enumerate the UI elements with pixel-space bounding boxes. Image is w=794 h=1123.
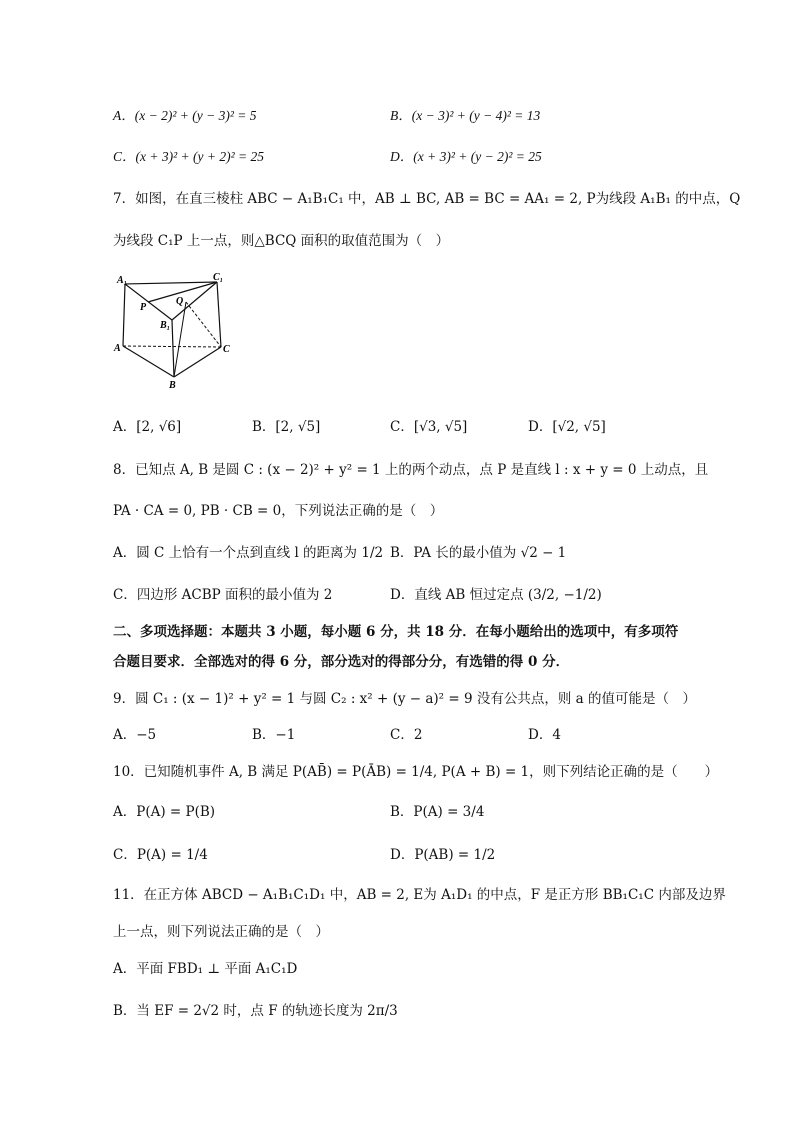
q8-option-b: B．PA 长的最小值为 √2 − 1 [390,545,567,561]
edge-ac [123,346,221,347]
q9-option-a: A．−5 [113,727,157,743]
edge-cc1 [217,282,221,347]
q7-option-d: D．[√2, √5] [528,419,606,435]
label-c1: C₁ [213,272,224,283]
q10-option-c: C．P(A) = 1/4 [113,847,208,863]
q7-stem-line2: 为线段 C₁P 上一点，则△BCQ 面积的取值范围为（ ） [113,233,450,249]
q8-option-a: A．圆 C 上恰有一个点到直线 l 的距离为 1/2 [113,545,384,561]
label-p: P [140,302,147,313]
edge-bb1 [172,320,174,377]
q7-option-c: C．[√3, √5] [390,419,468,435]
edge-a1c1 [125,282,217,284]
q6-option-b: B．(x − 3)² + (y − 4)² = 13 [390,108,541,123]
label-b1: B₁ [160,320,171,331]
q8-stem-line1: 8．已知点 A, B 是圆 C : (x − 2)² + y² = 1 上的两个动点，点 P 是直线 l : x + y = 0 上动点，且 [113,462,709,478]
label-a1: A₁ [117,275,128,286]
q9-option-c: C．2 [390,727,423,743]
q11-option-b: B．当 EF = 2√2 时，点 F 的轨迹长度为 2π/3 [113,1003,398,1019]
q10-option-b: B．P(A) = 3/4 [390,804,485,820]
section2-heading-line1: 二、多项选择题：本题共 3 小题，每小题 6 分，共 18 分．在每小题给出的选项中，有多项符 [113,624,679,640]
edge-bc [174,347,221,377]
q11-stem-line1: 11．在正方体 ABCD − A₁B₁C₁D₁ 中，AB = 2, E为 A₁D₁ 的中点，F 是正方形 BB₁C₁C 内部及边界 [113,887,726,903]
q7-option-b: B．[2, √5] [252,419,321,435]
q7-option-a: A．[2, √6] [113,419,182,435]
label-b: B [169,380,176,390]
edge-ab [123,346,174,377]
q10-option-d: D．P(AB) = 1/2 [390,847,496,863]
edge-aa1 [123,284,125,346]
prism-figure [108,272,238,390]
label-c: C [223,344,230,355]
q11-option-a: A．平面 FBD₁ ⊥ 平面 A₁C₁D [113,961,298,977]
segment-qc [186,302,221,347]
q8-option-c: C．四边形 ACBP 面积的最小值为 2 [113,587,333,603]
label-a: A [114,343,121,354]
q9-option-d: D．4 [528,727,561,743]
q10-stem: 10．已知随机事件 A, B 满足 P(AB̄) = P(ĀB) = 1/4, P(A + B) = 1，则下列结论正确的是（ ） [113,764,719,780]
q9-option-b: B．−1 [252,727,296,743]
section2-heading-line2: 合题目要求．全部选对的得 6 分，部分选对的得部分分，有选错的得 0 分． [113,654,570,670]
q9-stem: 9．圆 C₁ : (x − 1)² + y² = 1 与圆 C₂ : x² + (y − a)² = 9 没有公共点，则 a 的值可能是（ ） [113,691,697,707]
q8-option-d: D．直线 AB 恒过定点 (3/2, −1/2) [390,587,602,603]
label-q: Q [176,296,184,307]
q6-option-d: D．(x + 3)² + (y − 2)² = 25 [390,149,542,164]
q10-option-a: A．P(A) = P(B) [113,804,216,820]
q11-stem-line2: 上一点，则下列说法正确的是（ ） [113,924,329,940]
q8-stem-line2: PA · CA = 0, PB · CB = 0，下列说法正确的是（ ） [113,503,444,519]
q6-option-c: C．(x + 3)² + (y + 2)² = 25 [113,149,265,164]
q7-stem-line1: 7．如图，在直三棱柱 ABC − A₁B₁C₁ 中，AB ⊥ BC, AB = BC = AA₁ = 2, P为线段 A₁B₁ 的中点，Q [113,191,741,207]
q6-option-a: A．(x − 2)² + (y − 3)² = 5 [113,108,257,123]
